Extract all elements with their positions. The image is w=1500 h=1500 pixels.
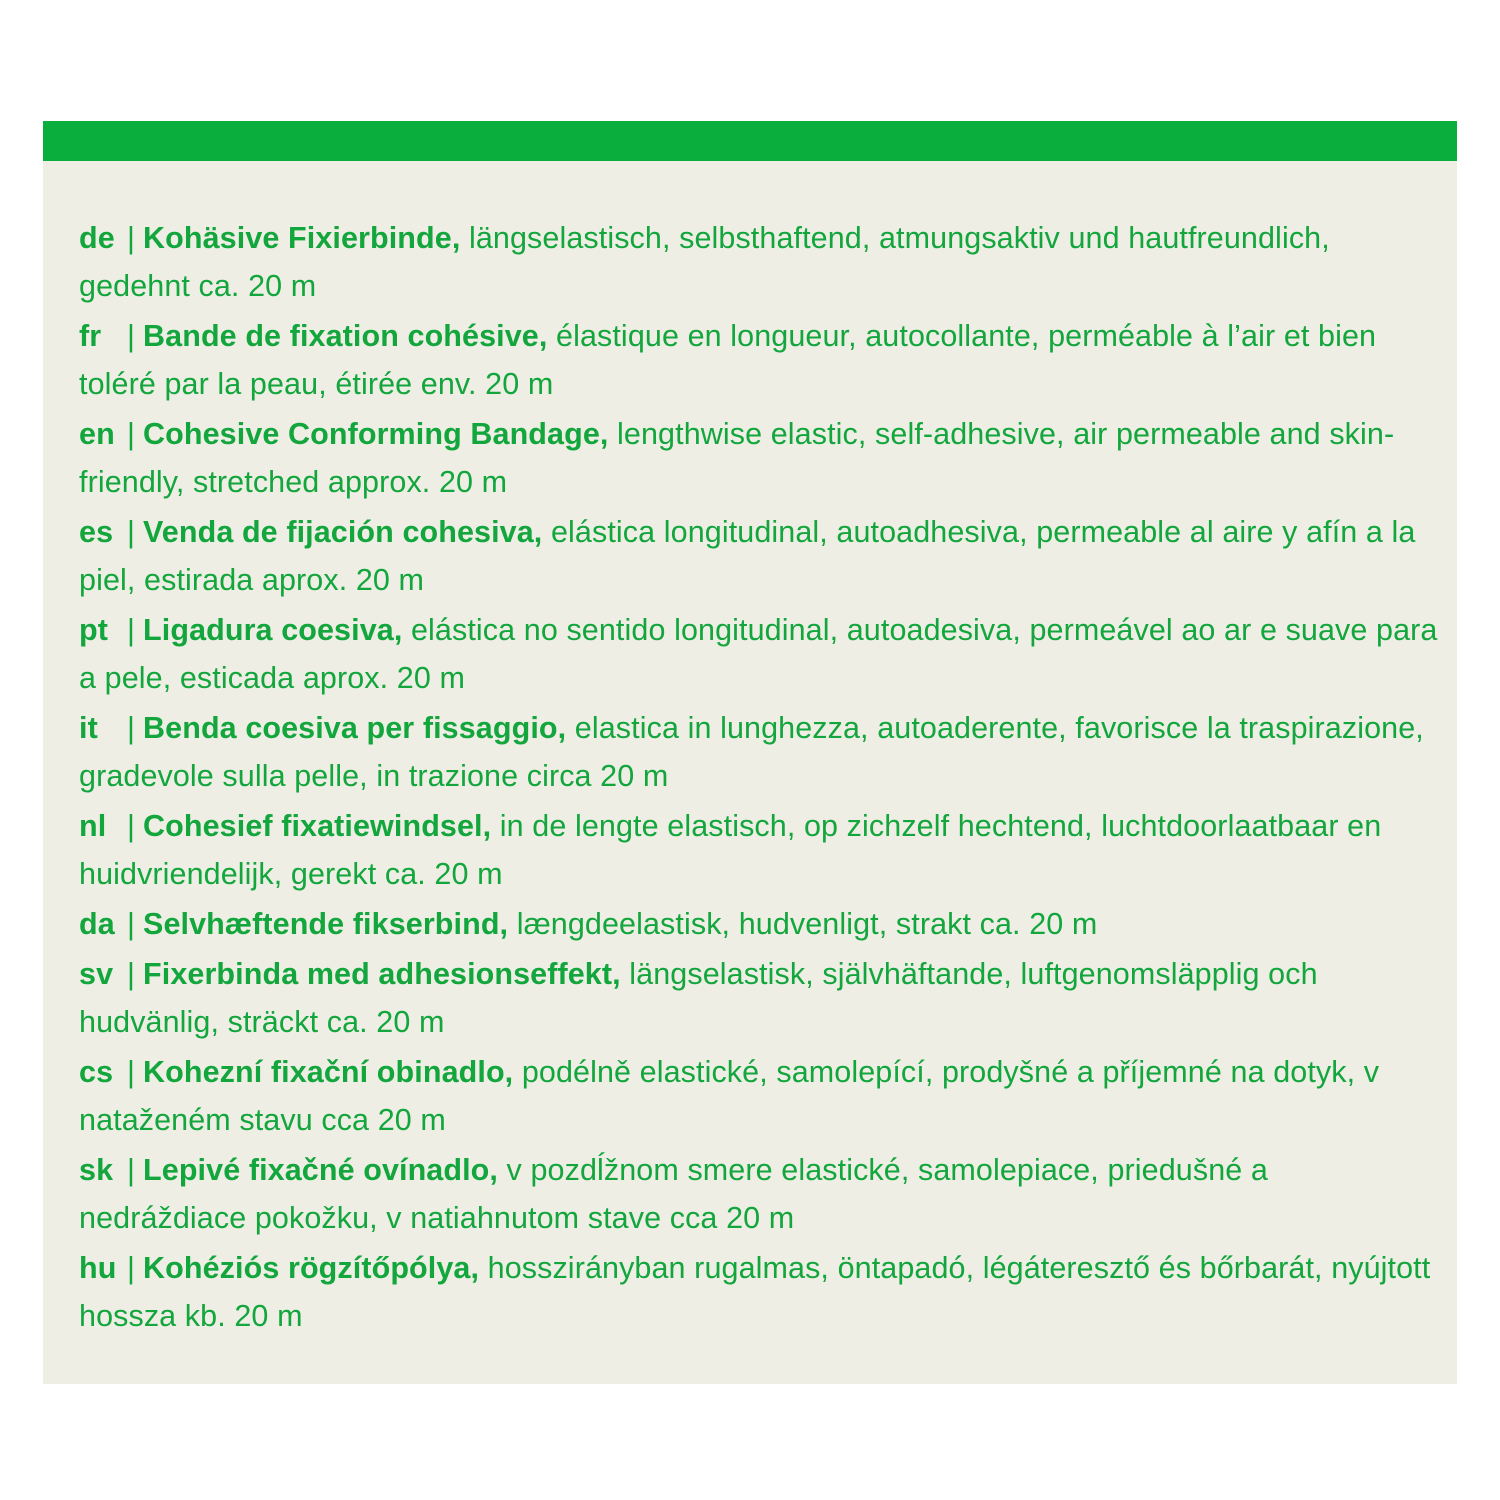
entry-es [79,508,1439,604]
product-description: elástica no sentido longitudinal, autoadesiva, permeável ao ar e suave para a pele, esticada aprox. 20 m [79,613,1438,695]
separator: | [127,417,136,451]
product-title: Kohäsive Fixierbinde, [143,221,461,255]
product-description: podélně elastické, samolepící, prodyšné a příjemné na dotyk, v nataženém stavu cca 20 m [79,1055,1380,1137]
product-title: Bande de fixation cohésive, [143,319,548,353]
lang-code: sk [79,1153,114,1187]
separator: | [127,957,136,991]
lang-code: hu [79,1251,117,1285]
product-description: längselastisk, självhäftande, luftgenomsläpplig och hudvänlig, sträckt ca. 20 m [79,957,1318,1039]
green-band [43,121,1457,161]
product-description: lengthwise elastic, self-adhesive, air permeable and skin-friendly, stretched approx. 20 m [79,417,1395,499]
product-title: Selvhæftende fikserbind, [143,907,509,941]
entry-sk [79,1146,1439,1242]
product-description: längselastisch, selbsthaftend, atmungsaktiv und hautfreundlich, gedehnt ca. 20 m [79,221,1330,303]
product-title: Kohezní fixační obinadlo, [143,1055,514,1089]
label-panel [43,121,1457,1384]
entry-sv [79,950,1439,1046]
separator: | [127,1251,136,1285]
separator: | [127,809,136,843]
product-title: Cohesive Conforming Bandage, [143,417,609,451]
product-title: Fixerbinda med adhesionseffekt, [143,957,621,991]
lang-code: de [79,221,115,255]
lang-code: cs [79,1055,114,1089]
separator: | [127,907,136,941]
product-description: elástica longitudinal, autoadhesiva, permeable al aire y afín a la piel, estirada aprox. 20 m [79,515,1416,597]
separator: | [127,221,136,255]
product-title: Lepivé fixačné ovínadlo, [143,1153,498,1187]
entry-pt [79,606,1439,702]
lang-code: nl [79,809,107,843]
product-title: Ligadura coesiva, [143,613,403,647]
entry-it [79,704,1439,800]
separator: | [127,1153,136,1187]
entry-da [79,900,1439,948]
product-title: Cohesief fixatiewindsel, [143,809,492,843]
lang-code: it [79,711,98,745]
product-description: v pozdĺžnom smere elastické, samolepiace, priedušné a nedráždiace pokožku, v natiahnutom stave cca 20 m [79,1153,1268,1235]
entry-de [79,214,1439,310]
product-title: Venda de fijación cohesiva, [143,515,543,549]
separator: | [127,711,136,745]
separator: | [127,515,136,549]
entry-cs [79,1048,1439,1144]
lang-code: pt [79,613,108,647]
entry-hu [79,1244,1439,1340]
separator: | [127,1055,136,1089]
lang-code: es [79,515,114,549]
product-description: længdeelastisk, hudvenligt, strakt ca. 20 m [508,907,1098,941]
lang-code: da [79,907,115,941]
product-title: Kohéziós rögzítőpólya, [143,1251,480,1285]
product-description: élastique en longueur, autocollante, perméable à l’air et bien toléré par la peau, étirée env. 20 m [79,319,1377,401]
separator: | [127,319,136,353]
product-descriptions [79,214,1439,1342]
lang-code: sv [79,957,114,991]
product-description: in de lengte elastisch, op zichzelf hechtend, luchtdoorlaatbaar en huidvriendelijk, gerekt ca. 20 m [79,809,1382,891]
product-title: Benda coesiva per fissaggio, [143,711,567,745]
entry-en [79,410,1439,506]
lang-code: en [79,417,115,451]
lang-code: fr [79,319,102,353]
product-description: hosszirányban rugalmas, öntapadó, légáteresztő és bőrbarát, nyújtott hossza kb. 20 m [79,1251,1431,1333]
separator: | [127,613,136,647]
product-description: elastica in lunghezza, autoaderente, favorisce la traspirazione, gradevole sulla pelle, in trazione circa 20 m [79,711,1424,793]
entry-fr [79,312,1439,408]
entry-nl [79,802,1439,898]
